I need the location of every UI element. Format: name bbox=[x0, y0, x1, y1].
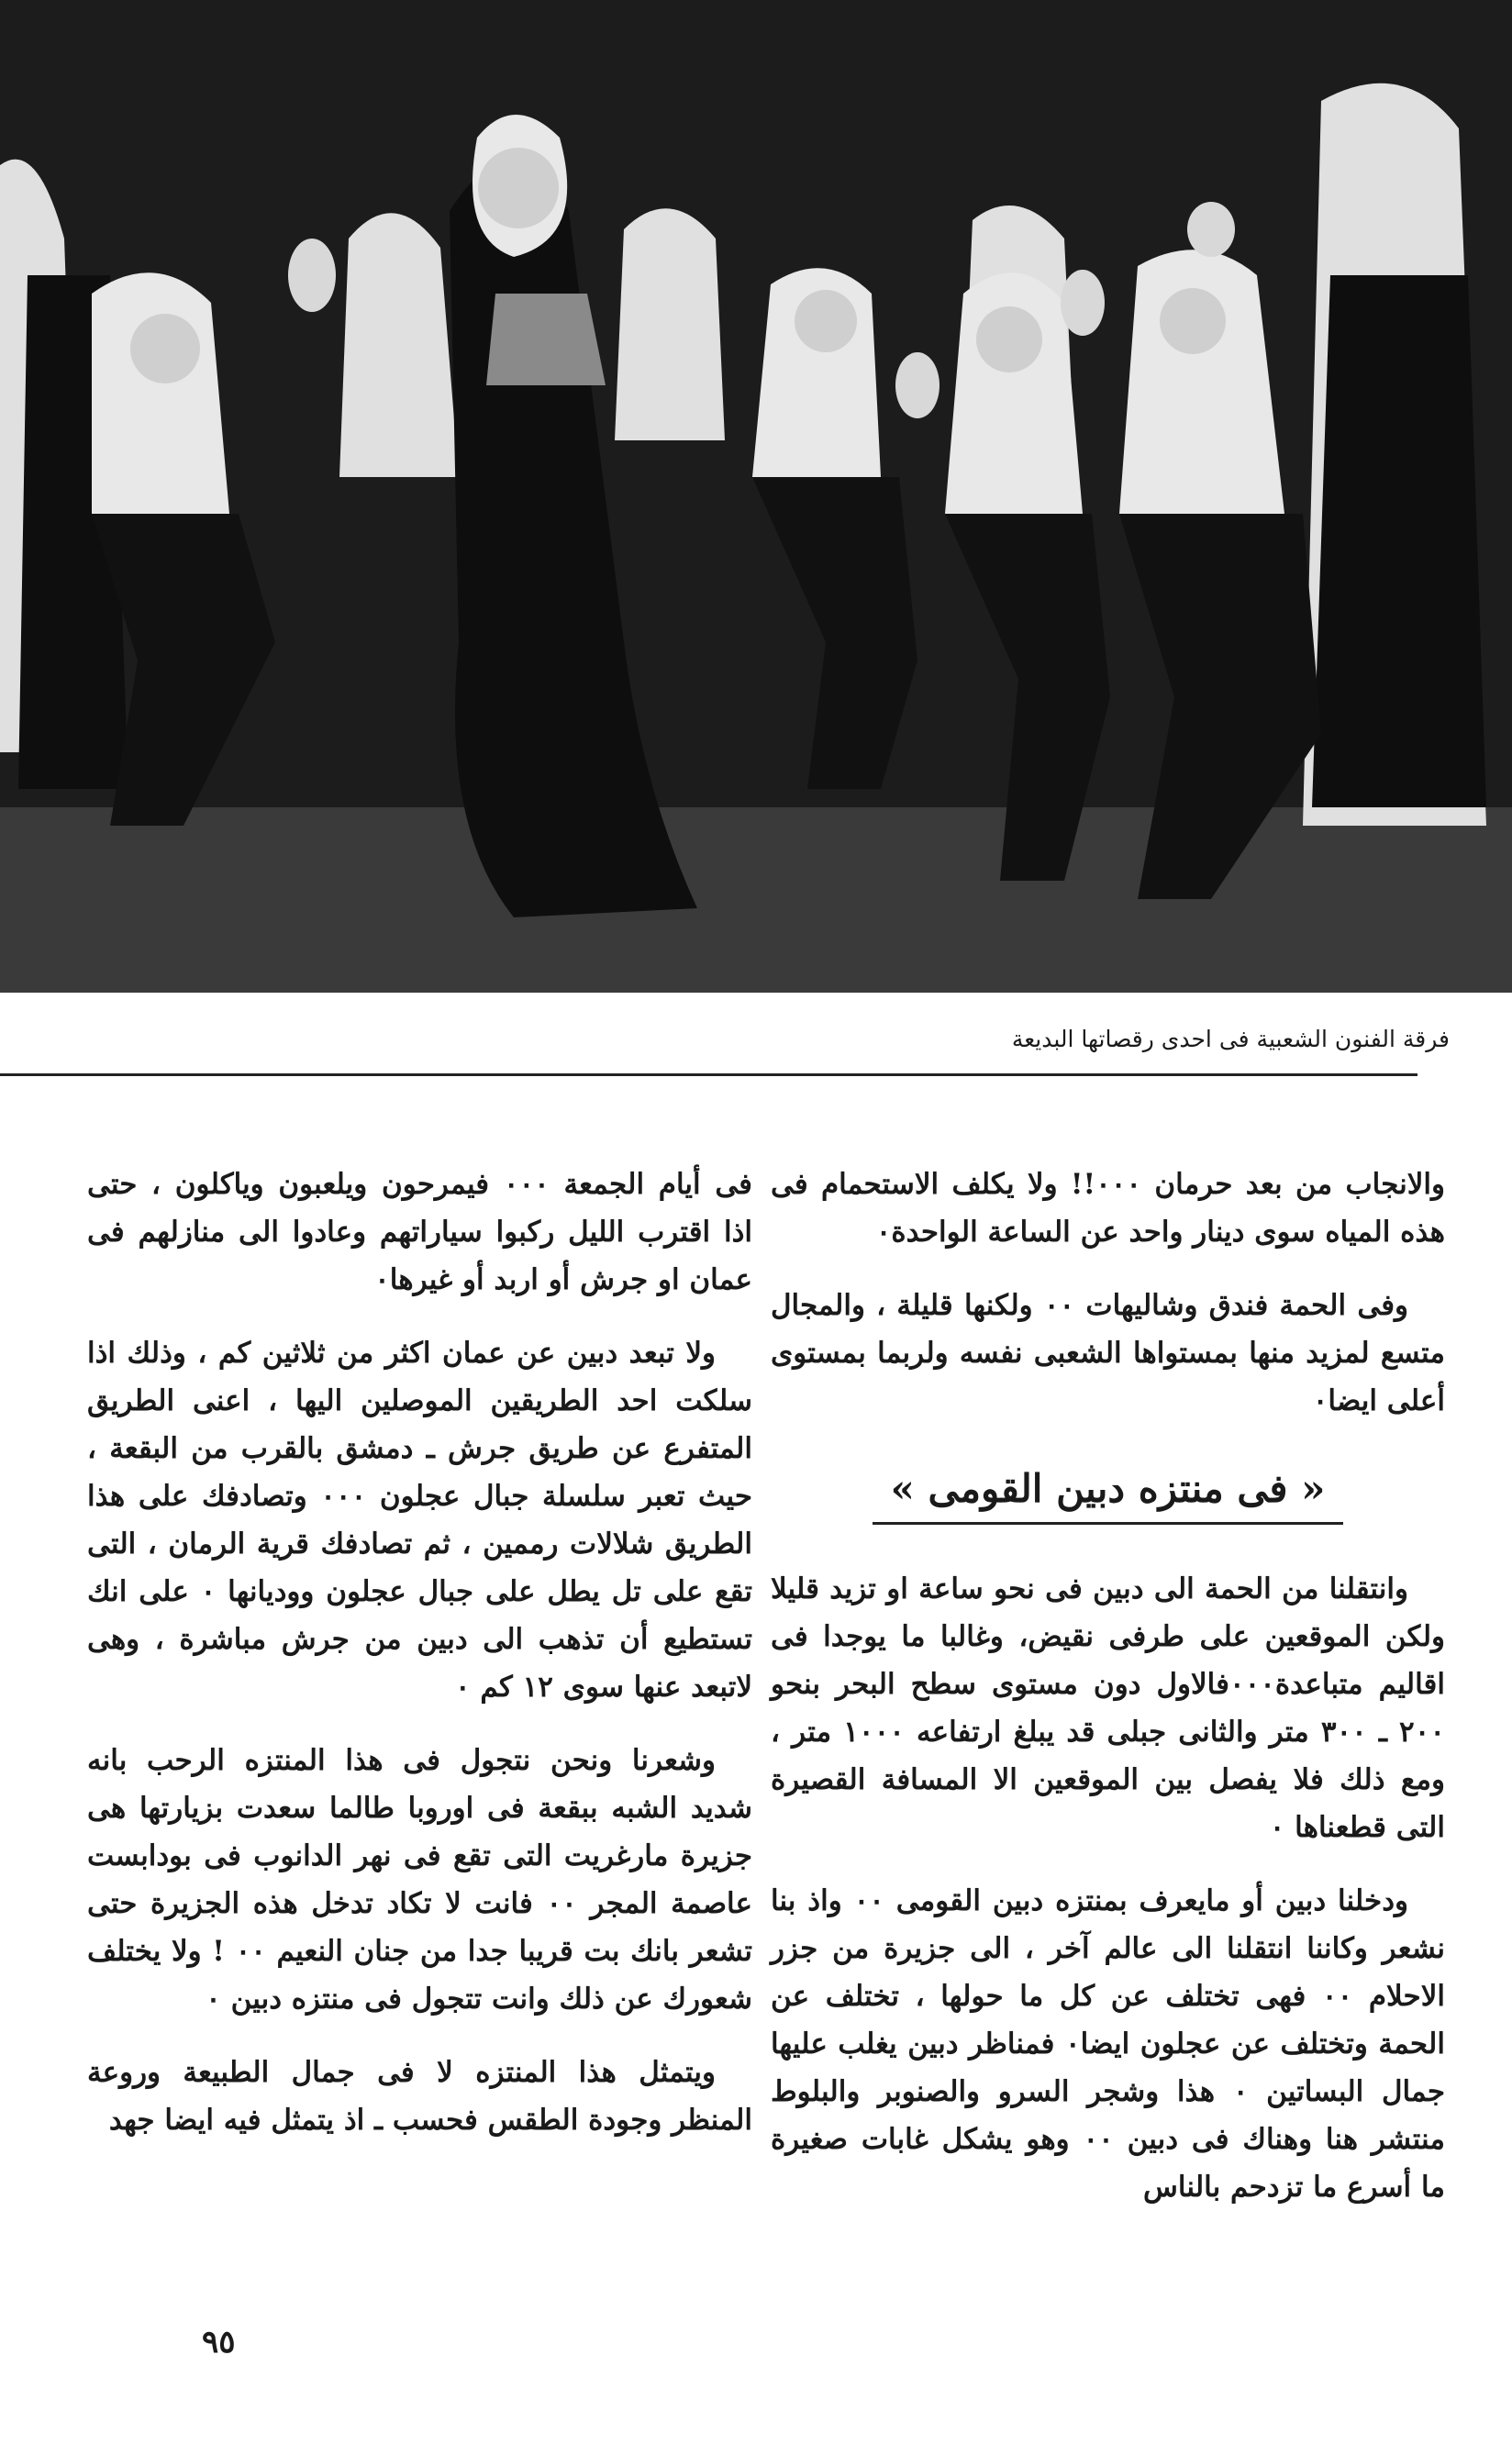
left-paragraph-4: ويتمثل هذا المنتزه لا فى جمال الطبيعة وروعة المنظر وجودة الطقس فحسب ـ اذ يتمثل فيه ايضا جهد bbox=[87, 2056, 752, 2137]
photo-illustration bbox=[0, 0, 1512, 993]
page-number: ٩٥ bbox=[202, 2324, 236, 2361]
right-paragraph-3: وانتقلنا من الحمة الى دبين فى نحو ساعة او تزيد قليلا ولكن الموقعين على طرفى نقيض، وغالبا ما يوجدا فى اقاليم متباعدة٠٠٠فالاول دون مستوى سطح البحر بنحو ٢٠٠ ـ ٣٠٠ متر والثانى جبلى قد يبلغ ارتفاعه ١٠٠٠ متر ، ومع ذلك فلا يفصل بين الموقعين الا المسافة القصيرة التى قطعناها ٠ bbox=[771, 1572, 1445, 1844]
caption-divider bbox=[0, 1073, 1418, 1076]
left-paragraph-1: فى أيام الجمعة ٠٠٠ فيمرحون ويلعبون وياكلون ، حتى اذا اقترب الليل ركبوا سياراتهم وعادوا الى منازلهم فى عمان او جرش أو اربد أو غيرها٠ bbox=[87, 1168, 752, 1296]
photo-caption: فرقة الفنون الشعبية فى احدى رقصاتها البديعة bbox=[1011, 1026, 1450, 1052]
right-paragraph-2: وفى الحمة فندق وشاليهات ٠٠ ولكنها قليلة ، والمجال متسع لمزيد منها بمستواها الشعبى نفسه ولربما بمستوى أعلى ايضا٠ bbox=[771, 1289, 1445, 1417]
folk-dance-photo bbox=[0, 0, 1512, 993]
left-paragraph-2: ولا تبعد دبين عن عمان اكثر من ثلاثين كم ، وذلك اذا سلكت احد الطريقين الموصلين اليها ، اعنى الطريق المتفرع عن طريق جرش ـ دمشق بالقرب من البقعة ، حيث تعبر سلسلة جبال عجلون ٠٠٠ وتصادفك على هذا الطريق شلالات رممين ، ثم تصادفك قرية الرمان ، التى تقع على تل يطل على جبال عجلون ووديانها ٠ على انك تستطيع أن تذهب الى دبين من جرش مباشرة ، وهى لاتبعد عنها سوى ١٢ كم ٠ bbox=[87, 1337, 752, 1704]
right-paragraph-1: والانجاب من بعد حرمان ٠٠٠!! ولا يكلف الاستحمام فى هذه المياه سوى دينار واحد عن الساعة الواحدة٠ bbox=[771, 1168, 1445, 1249]
section-heading-wrap bbox=[771, 1461, 1445, 1525]
left-paragraph-3: وشعرنا ونحن نتجول فى هذا المنتزه الرحب بانه شديد الشبه ببقعة فى اوروبا طالما سعدت بزيارتها هى جزيرة مارغريت التى تقع فى نهر الدانوب فى بودابست عاصمة المجر ٠٠ فانت لا تكاد تدخل هذه الجزيرة حتى تشعر بانك بت قريبا جدا من جنان النعيم ٠٠ ! ولا يختلف شعورك عن ذلك وانت تتجول فى منتزه دبين ٠ bbox=[87, 1744, 752, 2016]
right-paragraph-4: ودخلنا دبين أو مايعرف بمنتزه دبين القومى ٠٠ واذ بنا نشعر وكاننا انتقلنا الى عالم آخر ، الى جزيرة من جزر الاحلام ٠٠ فهى تختلف عن كل ما حولها ، تختلف عن الحمة وتختلف عن عجلون ايضا٠ فمناظر دبين يغلب عليها جمال البساتين ٠ هذا وشجر السرو والصنوبر والبلوط منتشر هنا وهناك فى دبين ٠٠ وهو يشكل غابات صغيرة ما أسرع ما تزدحم بالناس bbox=[771, 1884, 1445, 2204]
right-column bbox=[771, 1161, 1445, 2237]
left-column bbox=[87, 1161, 752, 2170]
section-heading: « فى منتزه دبين القومى » bbox=[873, 1461, 1344, 1525]
